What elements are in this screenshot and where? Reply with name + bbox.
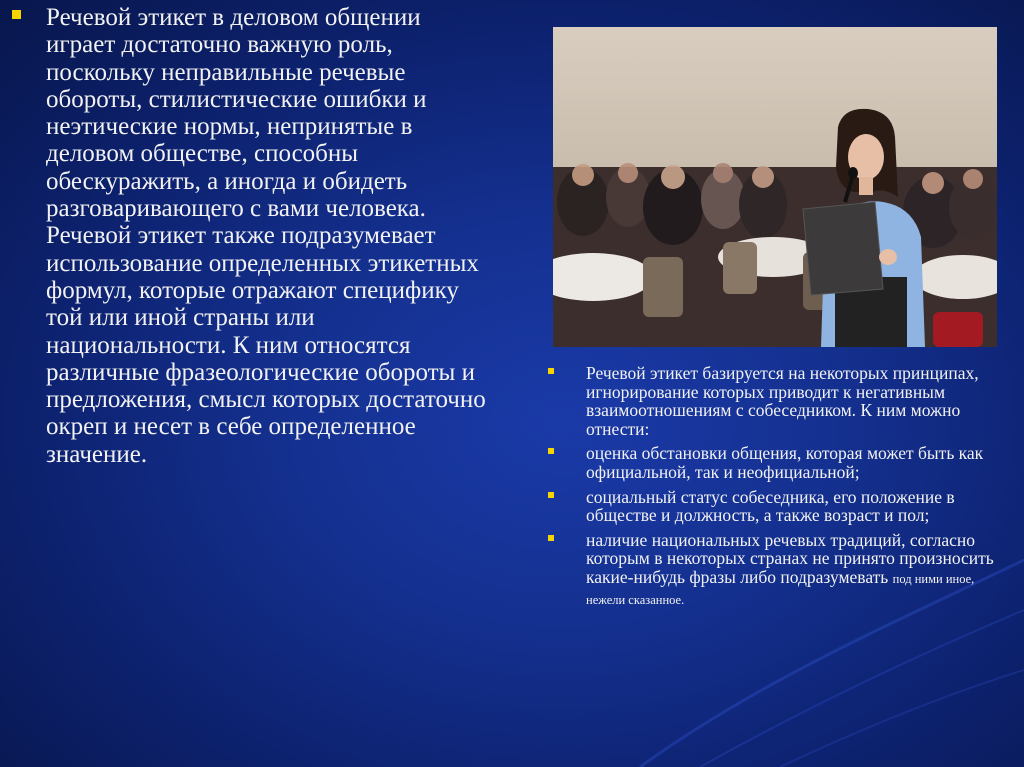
- left-paragraph: Речевой этикет в деловом общении играет достаточно важную роль, поскольку неправильные речевые обороты, стилистические ошибки и неэтические нормы, непринятые в деловом обществе, способны обескуражить, а иногда и обидеть разговаривающего с вами человека. Речевой этикет также подразумевает использование определенных этикетных формул, которые отражают специфику той или иной страны или национальности. К ним относятся различные фразеологические обороты и предложения, смысл которых достаточно окреп и несет в себе определенное значение.: [46, 4, 486, 468]
- speaker-photo-illustration: [553, 27, 997, 347]
- right-bullet-list: [545, 364, 1015, 615]
- left-text-block: [0, 0, 530, 468]
- list-item: Речевой этикет базируется на некоторых принципах, игнорирование которых приводит к негативным взаимоотношениям с собеседником. К ним можно отнести:: [545, 364, 1015, 438]
- list-item: оценка обстановки общения, которая может быть как официальной, так и неофициальной;: [545, 444, 1015, 481]
- speaker-photo: [553, 27, 997, 347]
- square-bullet-icon: [548, 448, 554, 454]
- square-bullet-icon: [548, 535, 554, 541]
- last-item-tail-text: под ними иное, нежели сказанное.: [586, 571, 975, 607]
- square-bullet-icon: [548, 492, 554, 498]
- last-item-main-text: наличие национальных речевых традиций, согласно которым в некоторых странах не принято произносить какие-нибудь фразы либо подразумевать: [586, 529, 994, 587]
- left-bullet-item: [0, 4, 486, 468]
- list-item: [545, 531, 1015, 609]
- square-bullet-icon: [548, 368, 554, 374]
- square-bullet-icon: [12, 10, 21, 19]
- list-item: социальный статус собеседника, его положение в обществе и должность, а также возраст и пол;: [545, 488, 1015, 525]
